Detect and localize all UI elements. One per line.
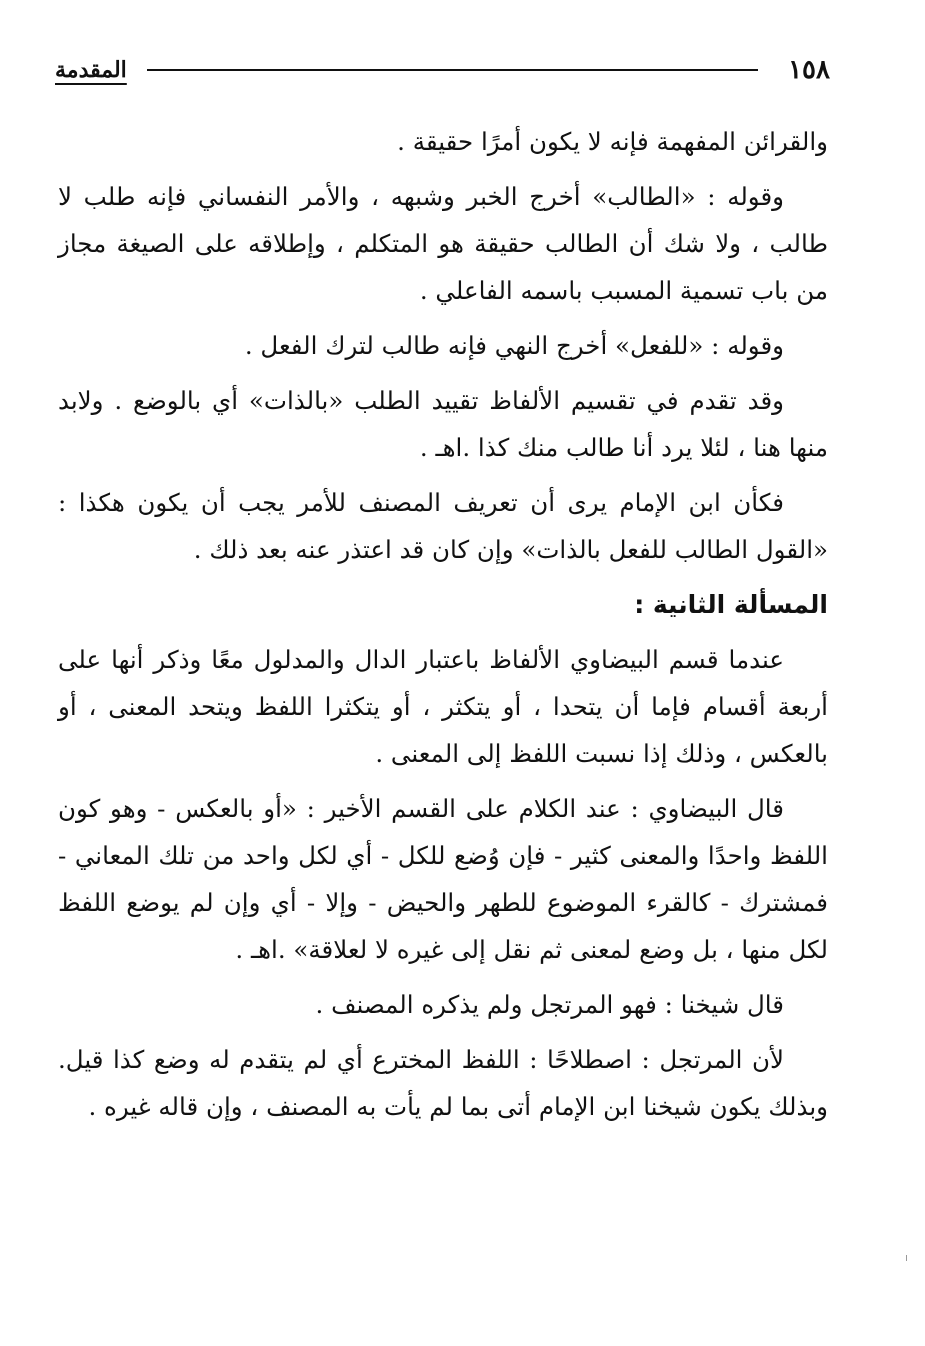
paragraph: قال شيخنا : فهو المرتجل ولم يذكره المصنف . [315, 990, 784, 1019]
section-heading: المسألة الثانية : [634, 590, 828, 619]
scan-mark [906, 1255, 907, 1261]
paragraph: لأن المرتجل : اصطلاحًا : اللفظ المخترع أي لم يتقدم له وضع كذا قيل. وبذلك يكون شيخنا ابن الإمام أتى بما لم يأت به المصنف ، وإن قاله غيره . [58, 1045, 828, 1121]
page-header [55, 50, 830, 90]
running-title: المقدمة [55, 57, 127, 83]
paragraph: وقد تقدم في تقسيم الألفاظ تقييد الطلب «بالذات» أي بالوضع . ولابد منها هنا ، لئلا يرد أنا طالب منك كذا .اهـ . [58, 386, 828, 462]
paragraph: قال البيضاوي : عند الكلام على القسم الأخير : «أو بالعكس - وهو كون اللفظ واحدًا والمعنى كثير - فإن وُضع للكل - أي لكل واحد من تلك المعاني - فمشترك - كالقرء الموضوع للطهر والحيض - وإلا - أي وإن لم يوضع اللفظ لكل منها ، بل وضع لمعنى ثم نقل إلى غيره لا لعلاقة» .اهـ . [58, 794, 828, 964]
header-rule [147, 69, 758, 71]
page-number: ١٥٨ [788, 55, 830, 85]
paragraph: عندما قسم البيضاوي الألفاظ باعتبار الدال والمدلول معًا وذكر أنها على أربعة أقسام فإما أن يتحدا ، أو يتكثر ، أو يتكثرا اللفظ ويتحد المعنى ، أو بالعكس ، وذلك إذا نسبت اللفظ إلى المعنى . [58, 645, 828, 768]
paragraph: وقوله : «الطالب» أخرج الخبر وشبهه ، والأمر النفساني فإنه طلب لا طالب ، ولا شك أن الطالب حقيقة هو المتكلم ، وإطلاقه على الصيغة مجاز من باب تسمية المسبب باسمه الفاعلي . [58, 182, 828, 305]
body-text [58, 118, 828, 1138]
paragraph: والقرائن المفهمة فإنه لا يكون أمرًا حقيقة . [397, 127, 828, 156]
paragraph: وقوله : «للفعل» أخرج النهي فإنه طالب لترك الفعل . [244, 331, 784, 360]
paragraph: فكأن ابن الإمام يرى أن تعريف المصنف للأمر يجب أن يكون هكذا : «القول الطالب للفعل بالذات» وإن كان قد اعتذر عنه بعد ذلك . [58, 488, 828, 564]
